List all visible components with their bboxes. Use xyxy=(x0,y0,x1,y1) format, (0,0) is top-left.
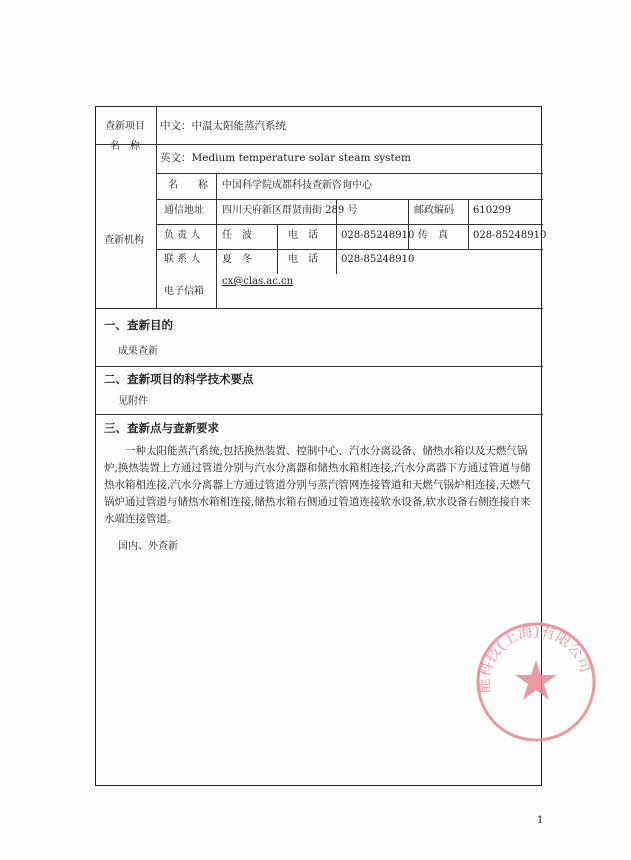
agency-name-label: 名 称 xyxy=(168,180,208,191)
head-label: 负 责 人 xyxy=(164,230,201,241)
novelty-points-heading: 三、查新点与查新要求 xyxy=(104,421,219,435)
project-name-cn: 中文：中温太阳能蒸汽系统 xyxy=(160,120,286,132)
contact-phone-label: 电 话 xyxy=(288,254,318,265)
fax-label: 传 真 xyxy=(418,230,448,241)
email-label: 电子信箱 xyxy=(164,286,204,297)
email-link[interactable]: cx@clas.ac.cn xyxy=(222,276,294,287)
postcode-label: 邮政编码 xyxy=(414,205,454,216)
tech-points-heading: 二、查新项目的科学技术要点 xyxy=(104,372,254,386)
agency-name-value: 中国科学院成都科技查新咨询中心 xyxy=(222,180,372,191)
contact-phone-value: 028-85248910 xyxy=(341,254,415,265)
page-number: 1 xyxy=(537,815,544,826)
tech-points-text: 见附件 xyxy=(118,396,148,407)
project-name-en: 英文：Medium temperature solar steam system xyxy=(160,152,411,164)
postcode-value: 610299 xyxy=(473,205,512,216)
address-value: 四川天府新区群贤南街 289 号 xyxy=(222,205,358,216)
project-label-line1: 查新项目 xyxy=(105,121,145,132)
novelty-points-text: 一种太阳能蒸汽系统,包括换热装置、控制中心、汽水分离设备、储热水箱以及天燃气锅炉,换热装置上方通过管道分别与汽水分离器和储热水箱相连接,汽水分离器下方通过管道与储热水箱相连接,汽水分离器上方通过管道分别与蒸汽管网连接管道和天燃气锅炉相连接,天燃气锅炉通过管道与储热水箱相连接,储热水箱右侧通过管道连接软水设备,软水设备右侧连接自来水端连接管道。 xyxy=(104,445,531,525)
project-label-line2: 名 称 xyxy=(110,141,140,152)
contact-value: 夏 冬 xyxy=(222,254,252,265)
fax-value: 028-85248910 xyxy=(473,230,547,241)
purpose-text: 成果查新 xyxy=(118,346,158,357)
address-label: 通信地址 xyxy=(164,205,204,216)
head-phone-value: 028-85248910 xyxy=(341,230,415,241)
company-seal-stamp xyxy=(474,620,598,744)
purpose-heading: 一、查新目的 xyxy=(104,318,173,332)
project-name-label xyxy=(96,107,156,173)
contact-label: 联 系 人 xyxy=(164,254,201,265)
seal-text: 能科技(上海)有限公司 xyxy=(474,622,596,694)
head-value: 任 波 xyxy=(222,230,252,241)
agency-label: 查新机构 xyxy=(104,235,144,246)
search-scope-text: 国内、外查新 xyxy=(118,541,178,552)
head-phone-label: 电 话 xyxy=(288,230,318,241)
